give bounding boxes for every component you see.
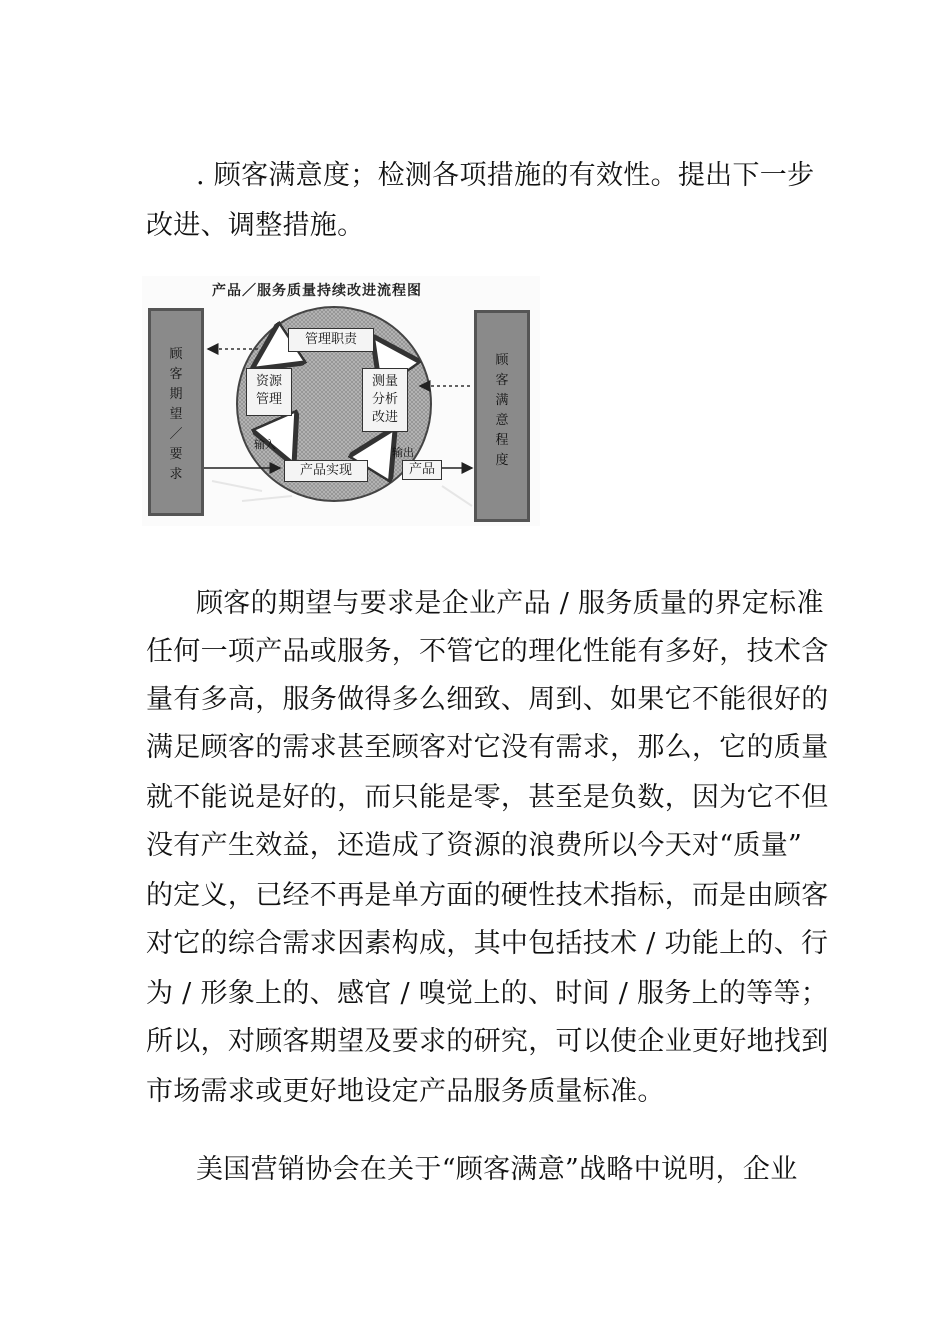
paragraph-2-line: 的定义，已经不再是单方面的硬性技术指标，而是由顾客 <box>146 880 829 911</box>
box-left-line: 管理 <box>255 392 282 407</box>
left-bar-char: 期 <box>169 387 183 402</box>
paragraph-2-line: 市场需求或更好地设定产品服务质量标准。 <box>146 1076 665 1107</box>
resource-management-box <box>246 368 292 416</box>
box-right-line: 分析 <box>371 392 398 407</box>
paragraph-3-line-1: 美国营销协会在关于“顾客满意”战略中说明，企业 <box>196 1154 798 1185</box>
left-bar-char: 要 <box>169 447 183 462</box>
left-bar-char: ／ <box>169 427 183 442</box>
product-realization-box: 产品实现 <box>284 460 368 482</box>
left-bar-char: 客 <box>169 367 183 382</box>
paragraph-2-line: 对它的综合需求因素构成，其中包括技术 / 功能上的、行 <box>146 928 829 959</box>
right-bar-char: 意 <box>495 413 509 428</box>
measurement-analysis-box <box>362 368 408 432</box>
left-bar-char: 望 <box>169 407 183 422</box>
box-left-line: 资源 <box>255 374 282 389</box>
input-label: 输入 <box>254 438 276 451</box>
customer-satisfaction-bar <box>474 310 530 522</box>
paragraph-2-line: 满足顾客的需求甚至顾客对它没有需求，那么，它的质量 <box>146 732 829 763</box>
right-bar-char: 满 <box>495 393 509 408</box>
paragraph-2-line: 任何一项产品或服务，不管它的理化性能有多好，技术含 <box>146 636 829 667</box>
quality-improvement-flowchart <box>142 276 540 526</box>
paragraph-2-line: 没有产生效益，还造成了资源的浪费所以今天对“质量” <box>146 830 803 861</box>
paragraph-2-line: 为 / 形象上的、感官 / 嗅觉上的、时间 / 服务上的等等； <box>146 978 829 1009</box>
flowchart-title: 产品／服务质量持续改进流程图 <box>212 283 422 299</box>
right-bar-char: 程 <box>495 433 509 448</box>
right-bar-char: 度 <box>495 453 509 468</box>
box-right-line: 测量 <box>371 374 398 389</box>
box-right-line: 改进 <box>371 410 398 425</box>
paragraph-1-line-2: 改进、调整措施。 <box>146 210 365 241</box>
paragraph-1-line-1: . 顾客满意度；检测各项措施的有效性。提出下一步 <box>196 160 815 191</box>
right-bar-char: 顾 <box>495 353 509 368</box>
paragraph-2-line: 所以，对顾客期望及要求的研究，可以使企业更好地找到 <box>146 1026 829 1057</box>
paragraph-2-line: 顾客的期望与要求是企业产品 / 服务质量的界定标准 <box>196 588 824 619</box>
output-label: 输出 <box>392 446 414 459</box>
left-bar-char: 求 <box>169 467 183 482</box>
paragraph-2-line: 量有多高，服务做得多么细致、周到、如果它不能很好的 <box>146 684 829 715</box>
customer-expectation-bar <box>148 308 204 516</box>
left-bar-char: 顾 <box>169 347 183 362</box>
management-responsibility-box: 管理职责 <box>288 328 374 352</box>
right-bar-char: 客 <box>495 373 509 388</box>
product-output-box: 产品 <box>402 460 442 480</box>
paragraph-2-line: 就不能说是好的，而只能是零，甚至是负数，因为它不但 <box>146 782 829 813</box>
